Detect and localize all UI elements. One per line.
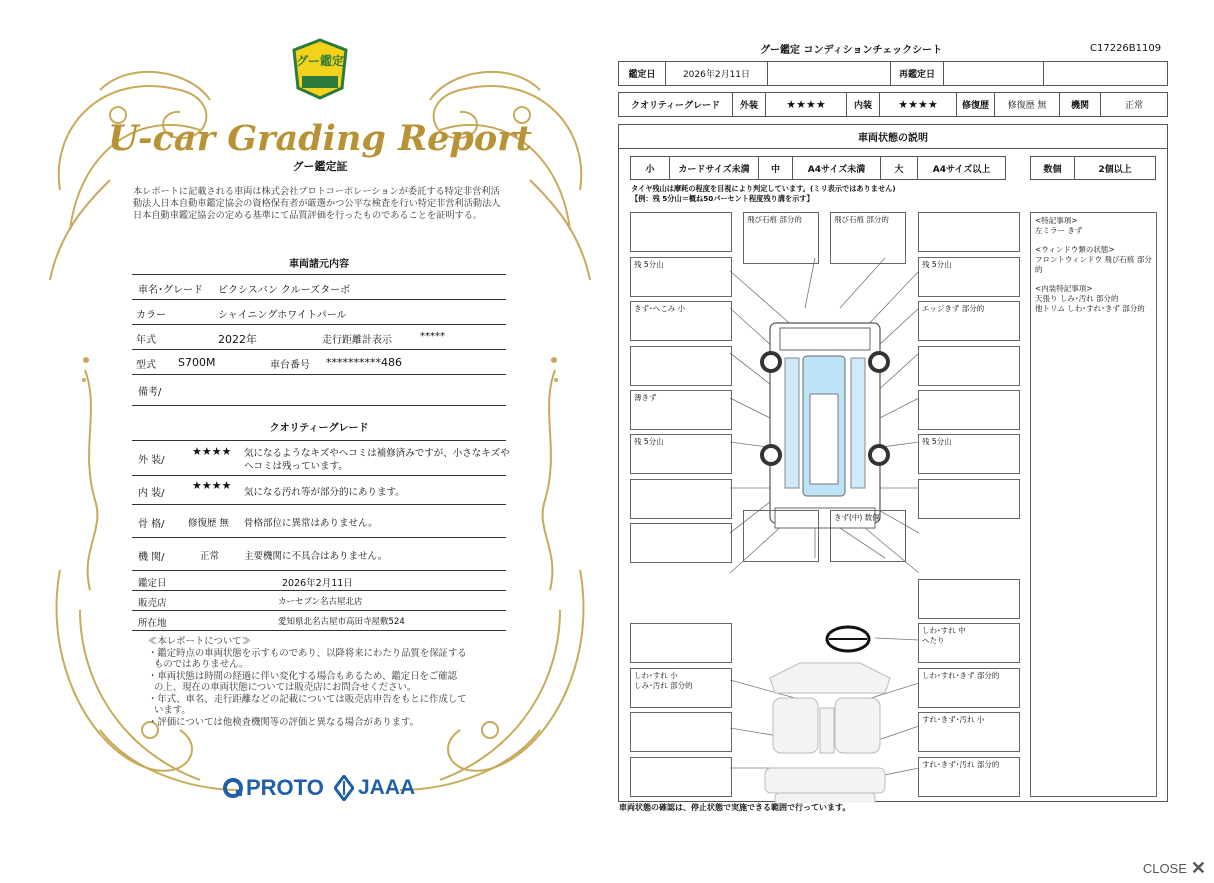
engine-label: 機 関/ xyxy=(138,552,165,563)
ext-note: きず･へこみ 小 xyxy=(634,304,686,313)
note-line: います。 xyxy=(148,705,191,716)
grading-certificate xyxy=(40,30,600,820)
close-icon: ✕ xyxy=(1190,858,1206,878)
int-note: すれ･きず･汚れ 小 xyxy=(922,715,985,724)
note-line: ・車両状態は時間の経過に伴い変化する場合もあるため、鑑定日をご確認 xyxy=(148,670,458,682)
count-label: 数個 xyxy=(1030,156,1075,180)
size-mid-label: 中 xyxy=(758,156,793,180)
int-box-left-2 xyxy=(630,623,732,663)
color-label: カラー xyxy=(136,310,166,321)
count-desc: 2個以上 xyxy=(1074,156,1156,180)
date-label: 鑑定日 xyxy=(138,578,167,589)
goo-kantei-badge xyxy=(292,38,348,100)
ext-box-bottom-mid-left xyxy=(743,510,819,562)
ext-box-top-mid-right xyxy=(830,212,906,264)
spec-heading: 車両諸元内容 xyxy=(289,259,349,270)
dealer-value: カーセブン名古屋北店 xyxy=(278,597,363,607)
sheet-interior-label: 内装 xyxy=(846,92,880,117)
sheet-footer: 車両状態の確認は、停止状態で実施できる範囲で行っています。 xyxy=(619,803,851,812)
certificate-subtitle: グー鑑定証 xyxy=(292,160,348,173)
engine-desc: 主要機関に不具合はありません。 xyxy=(244,551,388,562)
car-name-value: ピクシスバン クルーズターボ xyxy=(218,285,351,296)
condition-check-sheet xyxy=(615,38,1170,812)
grade-row-interior xyxy=(132,476,506,505)
sheet-repair-label: 修復歴 xyxy=(956,92,995,117)
int-box-right-2 xyxy=(918,623,1020,663)
remarks-label: 備考/ xyxy=(138,387,162,398)
spec-row-color xyxy=(132,300,506,325)
quality-label: クオリティーグレード xyxy=(618,92,733,117)
ext-box-right-7 xyxy=(918,479,1020,519)
sheet-date-label: 鑑定日 xyxy=(618,61,666,86)
reinspect-value xyxy=(943,61,1044,86)
int-note: しみ･汚れ 部分的 xyxy=(634,681,693,690)
sheet-title: グー鑑定 コンディションチェックシート xyxy=(760,45,943,56)
size-large-label: 大 xyxy=(880,156,918,180)
size-large-desc: A4サイズ以上 xyxy=(917,156,1006,180)
int-note: しわ･すれ･きず 部分的 xyxy=(922,671,1000,680)
ext-box-right-5 xyxy=(918,390,1020,430)
frame-value: 修復歴 無 xyxy=(188,518,230,529)
size-small-desc: カードサイズ未満 xyxy=(669,156,759,180)
int-box-left-5 xyxy=(630,757,732,797)
interior-stars: ★★★★ xyxy=(192,479,232,492)
tire-note-2: 【例：残 5分山＝概ね50パーセント程度残り溝を示す】 xyxy=(631,194,814,203)
exterior-label: 外 装/ xyxy=(138,455,165,466)
sheet-date-value: 2026年2月11日 xyxy=(665,61,768,86)
report-title: U-car Grading Report xyxy=(108,118,532,159)
special-notes-list xyxy=(1035,216,1152,314)
special-note-line: 天張り しみ･汚れ 部分的 xyxy=(1035,294,1119,303)
int-box-left-3 xyxy=(630,668,732,708)
int-box-right-5 xyxy=(918,757,1020,797)
proto-logo-text: PROTO xyxy=(246,775,324,800)
grade-row-engine xyxy=(132,538,506,571)
sheet-empty-cell xyxy=(1043,61,1168,86)
mileage-value: ***** xyxy=(420,331,445,342)
special-note-line: <特記事項> xyxy=(1035,216,1078,225)
ext-note: 残 5分山 xyxy=(634,437,664,446)
ext-box-left-5 xyxy=(630,390,732,430)
spec-row-year xyxy=(132,325,506,350)
int-note: しわ･すれ 中 xyxy=(922,626,966,635)
spec-row-remarks xyxy=(132,375,506,406)
close-button[interactable] xyxy=(1143,860,1206,876)
reinspect-label: 再鑑定日 xyxy=(890,61,944,86)
spec-row-model xyxy=(132,350,506,375)
chassis-label: 車台番号 xyxy=(270,360,310,371)
badge-text: グー鑑定 xyxy=(295,54,344,68)
special-note-line xyxy=(1035,275,1152,284)
ext-box-left-4 xyxy=(630,346,732,386)
interior-desc: 気になる汚れ等が部分的にあります。 xyxy=(244,487,405,498)
ext-note: エッジきず 部分的 xyxy=(922,304,985,313)
model-label: 型式 xyxy=(136,360,156,371)
note-line: ≪本レポートについて≫ xyxy=(148,636,251,647)
ext-box-left-3 xyxy=(630,301,732,341)
sheet-engine-label: 機関 xyxy=(1059,92,1101,117)
tire-note-1: タイヤ残山は摩耗の程度を目視により判定しています。(ミリ表示ではありません) xyxy=(631,184,896,193)
ext-box-left-2 xyxy=(630,257,732,297)
sheet-exterior-label: 外装 xyxy=(732,92,766,117)
car-name-label: 車名･グレード xyxy=(138,285,203,296)
sheet-repair-value: 修復歴 無 xyxy=(994,92,1060,117)
ext-box-right-4 xyxy=(918,346,1020,386)
color-value: シャイニングホワイトパール xyxy=(218,310,347,321)
address-label: 所在地 xyxy=(138,618,167,629)
condition-heading: 車両状態の説明 xyxy=(618,124,1168,149)
engine-value: 正常 xyxy=(200,551,220,562)
sheet-engine-value: 正常 xyxy=(1100,92,1168,117)
frame-label: 骨 格/ xyxy=(138,519,165,530)
note-line: の上、現在の車両状態については販売店にお問合せください。 xyxy=(148,682,417,693)
note-line: ・年式、車名、走行距離などの記載については販売店申告をもとに作成して xyxy=(148,693,467,705)
ext-box-left-7 xyxy=(630,479,732,519)
grade-row-frame xyxy=(132,505,506,538)
special-note-line: 左ミラー きず xyxy=(1035,226,1083,235)
ext-note: 残 5分山 xyxy=(922,437,952,446)
jaaa-logo xyxy=(334,775,415,801)
sheet-empty-cell xyxy=(767,61,891,86)
ext-box-right-3 xyxy=(918,301,1020,341)
size-small-label: 小 xyxy=(630,156,670,180)
info-row-address xyxy=(132,611,506,631)
proto-logo xyxy=(222,775,324,801)
sheet-exterior-stars: ★★★★ xyxy=(765,92,847,117)
ext-box-bottom-mid-right xyxy=(830,510,906,562)
close-label: CLOSE xyxy=(1142,860,1187,876)
info-row-date xyxy=(132,571,506,591)
ext-note: 飛び石痕 部分的 xyxy=(834,215,889,224)
year-label: 年式 xyxy=(136,335,156,346)
note-line: ものではありません。 xyxy=(148,659,249,670)
spec-row-car xyxy=(132,275,506,300)
special-note-line: <内装特記事項> xyxy=(1035,284,1093,293)
model-value: S700M xyxy=(178,356,216,369)
int-note: すれ･きず･汚れ 部分的 xyxy=(922,760,1000,769)
frame-desc: 骨格部位に異常はありません。 xyxy=(244,518,378,529)
ext-box-top-mid-left xyxy=(743,212,819,264)
ext-note: 残 5分山 xyxy=(634,260,664,269)
ext-note: きず(中) 数個 xyxy=(834,513,880,522)
note-line: ・鑑定時点の車両状態を示すものであり、以降将来にわたり品質を保証する xyxy=(148,647,467,659)
interior-label: 内 装/ xyxy=(138,488,165,499)
sheet-interior-stars: ★★★★ xyxy=(879,92,957,117)
int-box-left-4 xyxy=(630,712,732,752)
grade-heading: クオリティーグレード xyxy=(269,423,369,434)
exterior-desc-1: 気になるようなキズやヘコミは補修済みですが、小さなキズや xyxy=(244,448,510,459)
address-value: 愛知県北名古屋市高田寺屋敷524 xyxy=(278,617,405,627)
report-notes xyxy=(148,636,520,728)
ext-note: 飛び石痕 部分的 xyxy=(747,215,802,224)
special-note-line: 他トリム しわ･すれ･きず 部分的 xyxy=(1035,304,1145,313)
info-row-dealer xyxy=(132,591,506,611)
int-box-right-4 xyxy=(918,712,1020,752)
ext-box-right-6 xyxy=(918,434,1020,474)
note-line: ・評価については他検査機関等の評価と異なる場合があります。 xyxy=(148,716,419,728)
ext-box-right-1 xyxy=(918,212,1020,252)
sheet-id: C17226B1109 xyxy=(1090,43,1162,54)
chassis-value: **********486 xyxy=(326,356,402,369)
int-note: しわ･すれ 小 xyxy=(634,671,678,680)
ext-box-left-6 xyxy=(630,434,732,474)
size-mid-desc: A4サイズ未満 xyxy=(792,156,881,180)
special-note-line xyxy=(1035,236,1152,245)
dealer-label: 販売店 xyxy=(138,598,167,609)
year-value: 2022年 xyxy=(218,333,257,346)
ext-box-left-8 xyxy=(630,523,732,563)
int-note: へたり xyxy=(922,636,945,645)
ext-note: 薄きず xyxy=(634,393,657,402)
jaaa-logo-text: JAAA xyxy=(358,776,416,799)
exterior-desc-2: ヘコミは残っています。 xyxy=(244,461,348,472)
int-box-right-1 xyxy=(918,579,1020,619)
ext-box-right-2 xyxy=(918,257,1020,297)
grade-row-exterior xyxy=(132,441,510,476)
int-box-right-3 xyxy=(918,668,1020,708)
exterior-stars: ★★★★ xyxy=(192,445,232,458)
ext-box-left-1 xyxy=(630,212,732,252)
special-note-line: <ウィンドウ類の状態> xyxy=(1035,245,1115,254)
special-note-line: フロントウィンドウ 飛び石痕 部分的 xyxy=(1035,255,1152,274)
certificate-intro: 本レポートに記載される車両は株式会社プロトコーポレーションが委託する特定非営利活動法人日本自動車鑑定協会の資格保有者が厳選かつ公平な検査を行い特定非営利活動法人日本自動車鑑定協会の定める基準にて品質評価を行ったものであることを証明する。 xyxy=(133,186,501,221)
special-notes-panel xyxy=(1030,212,1157,797)
ext-note: 残 5分山 xyxy=(922,260,952,269)
date-value: 2026年2月11日 xyxy=(282,578,353,589)
mileage-label: 走行距離計表示 xyxy=(322,335,392,346)
